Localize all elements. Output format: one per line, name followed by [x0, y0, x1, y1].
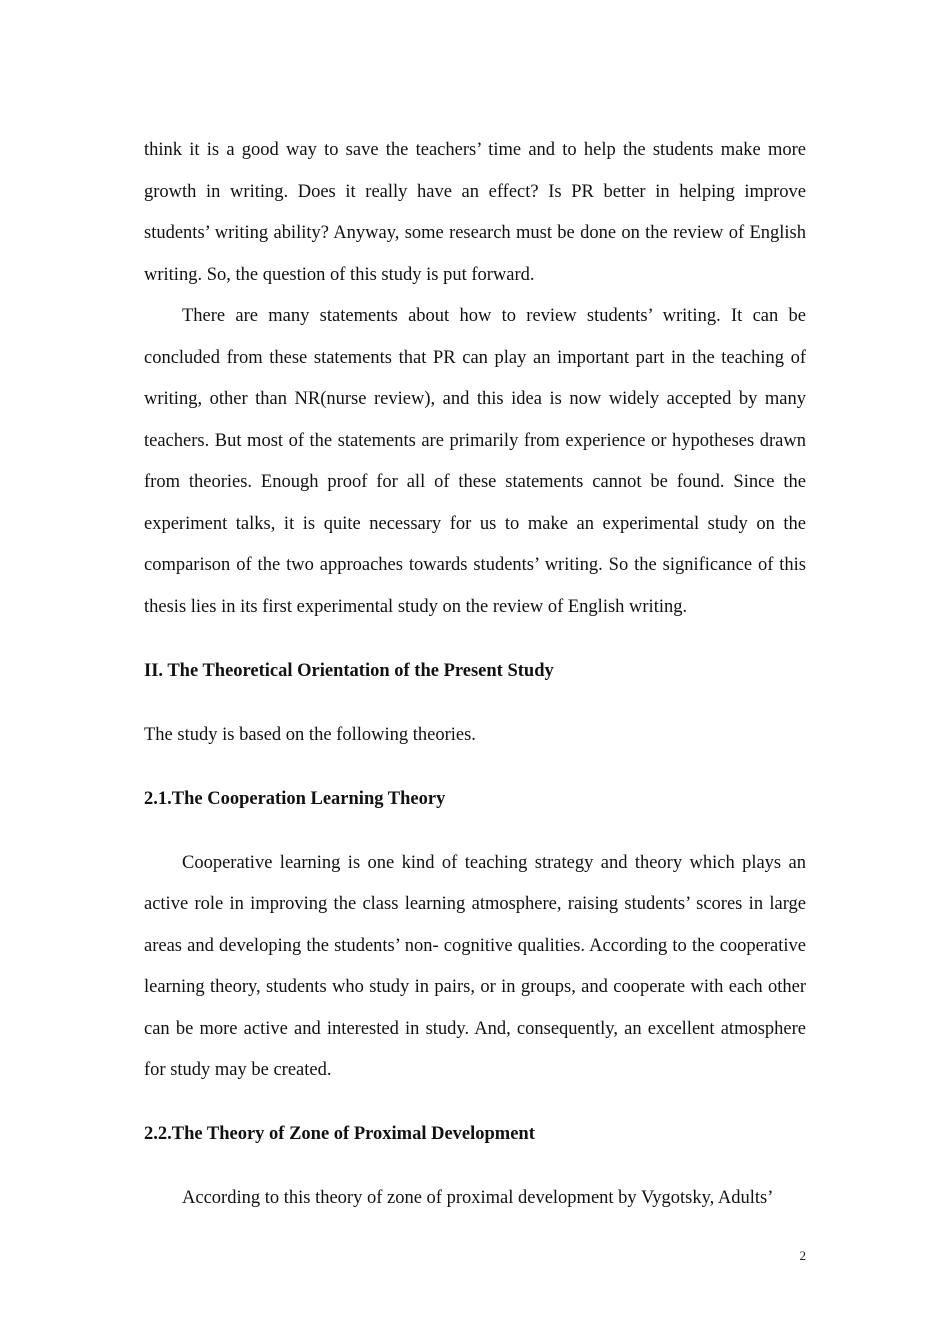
- spacer: [144, 628, 806, 651]
- page-number: 2: [799, 1248, 806, 1263]
- paragraph-continuation: think it is a good way to save the teachers’ time and to help the students make more growth in writing. Does it really have an effect? Is PR better in helping improve students’ writing ability? Anyway, some research must be done on the review of English writing. So, the question of this study is put forward.: [144, 140, 806, 285]
- section-heading-theoretical-orientation: II. The Theoretical Orientation of the Present Study: [144, 660, 554, 681]
- spacer: [144, 756, 806, 779]
- subsection-heading-proximal-development: 2.2.The Theory of Zone of Proximal Development: [144, 1124, 535, 1144]
- paragraph-intro-theories: The study is based on the following theories.: [144, 724, 476, 745]
- spacer: [144, 820, 806, 843]
- document-page-body: [144, 130, 806, 1220]
- spacer: [144, 1156, 806, 1179]
- spacer: [144, 692, 806, 715]
- paragraph-proximal-development: According to this theory of zone of proximal development by Vygotsky, Adults’: [182, 1188, 774, 1208]
- paragraph-statements: There are many statements about how to review students’ writing. It can be concluded from these statements that PR can play an important part in the teaching of writing, other than NR(nurse review), and this idea is now widely accepted by many teachers. But most of the statements are primarily from experience or hypotheses drawn from theories. Enough proof for all of these statements cannot be found. Since the experiment talks, it is quite necessary for us to make an experimental study on the comparison of the two approaches towards students’ writing. So the significance of this thesis lies in its first experimental study on the review of English writing.: [144, 306, 806, 617]
- spacer: [144, 1092, 806, 1115]
- subsection-heading-cooperation-learning: 2.1.The Cooperation Learning Theory: [144, 788, 446, 809]
- paragraph-cooperative-learning: Cooperative learning is one kind of teaching strategy and theory which plays an active role in improving the class learning atmosphere, raising students’ scores in large areas and developing the students’ non- cognitive qualities. According to the cooperative learning theory, students who study in pairs, or in groups, and cooperate with each other can be more active and interested in study. And, consequently, an excellent atmosphere for study may be created.: [144, 852, 806, 1080]
